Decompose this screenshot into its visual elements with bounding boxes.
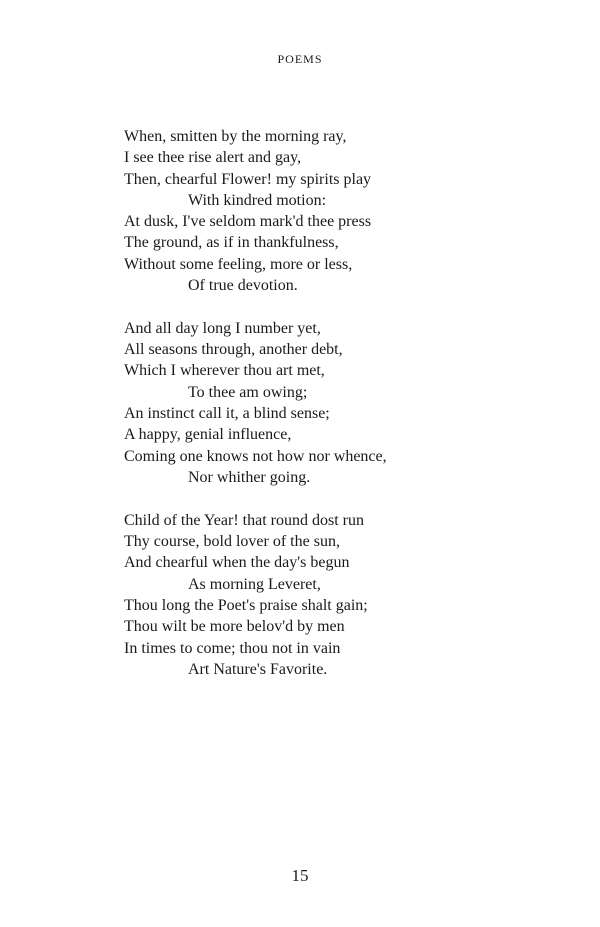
- poem-line: Without some feeling, more or less,: [124, 255, 353, 273]
- poem-line-indented: With kindred motion:: [188, 191, 327, 209]
- poem-line: A happy, genial influence,: [124, 426, 292, 444]
- poem-line: Thou long the Poet's praise shalt gain;: [124, 596, 368, 614]
- poem-line: And all day long I number yet,: [124, 319, 321, 337]
- poem-line: I see thee rise alert and gay,: [124, 149, 302, 167]
- stanza-1: [124, 126, 544, 296]
- poem-line: All seasons through, another debt,: [124, 341, 343, 359]
- page-number: 15: [291, 866, 309, 885]
- poem-line-indented: To thee am owing;: [188, 383, 308, 401]
- stanza-3: [124, 510, 544, 680]
- poem-line: At dusk, I've seldom mark'd thee press: [124, 213, 372, 231]
- poem-line-indented: As morning Leveret,: [188, 575, 321, 593]
- poem-line: The ground, as if in thankfulness,: [124, 234, 339, 252]
- poem-line-indented: Art Nature's Favorite.: [188, 660, 328, 678]
- poem-line: Child of the Year! that round dost run: [124, 511, 364, 529]
- poem-line: Then, chearful Flower! my spirits play: [124, 170, 372, 188]
- poem-line-indented: Nor whither going.: [188, 468, 311, 486]
- poem-line: In times to come; thou not in vain: [124, 639, 341, 657]
- poem-line: Thy course, bold lover of the sun,: [124, 533, 340, 551]
- poem-line: And chearful when the day's begun: [124, 554, 350, 572]
- running-head: POEMS: [277, 52, 323, 66]
- poem-line: Which I wherever thou art met,: [124, 362, 325, 380]
- poem-line: When, smitten by the morning ray,: [124, 128, 347, 145]
- poem-line: An instinct call it, a blind sense;: [124, 405, 330, 423]
- poem-body: [124, 126, 544, 702]
- poem-line-indented: Of true devotion.: [188, 277, 298, 295]
- poem-line: Coming one knows not how nor whence,: [124, 447, 387, 465]
- poem-line: Thou wilt be more belov'd by men: [124, 618, 345, 636]
- stanza-2: [124, 318, 544, 488]
